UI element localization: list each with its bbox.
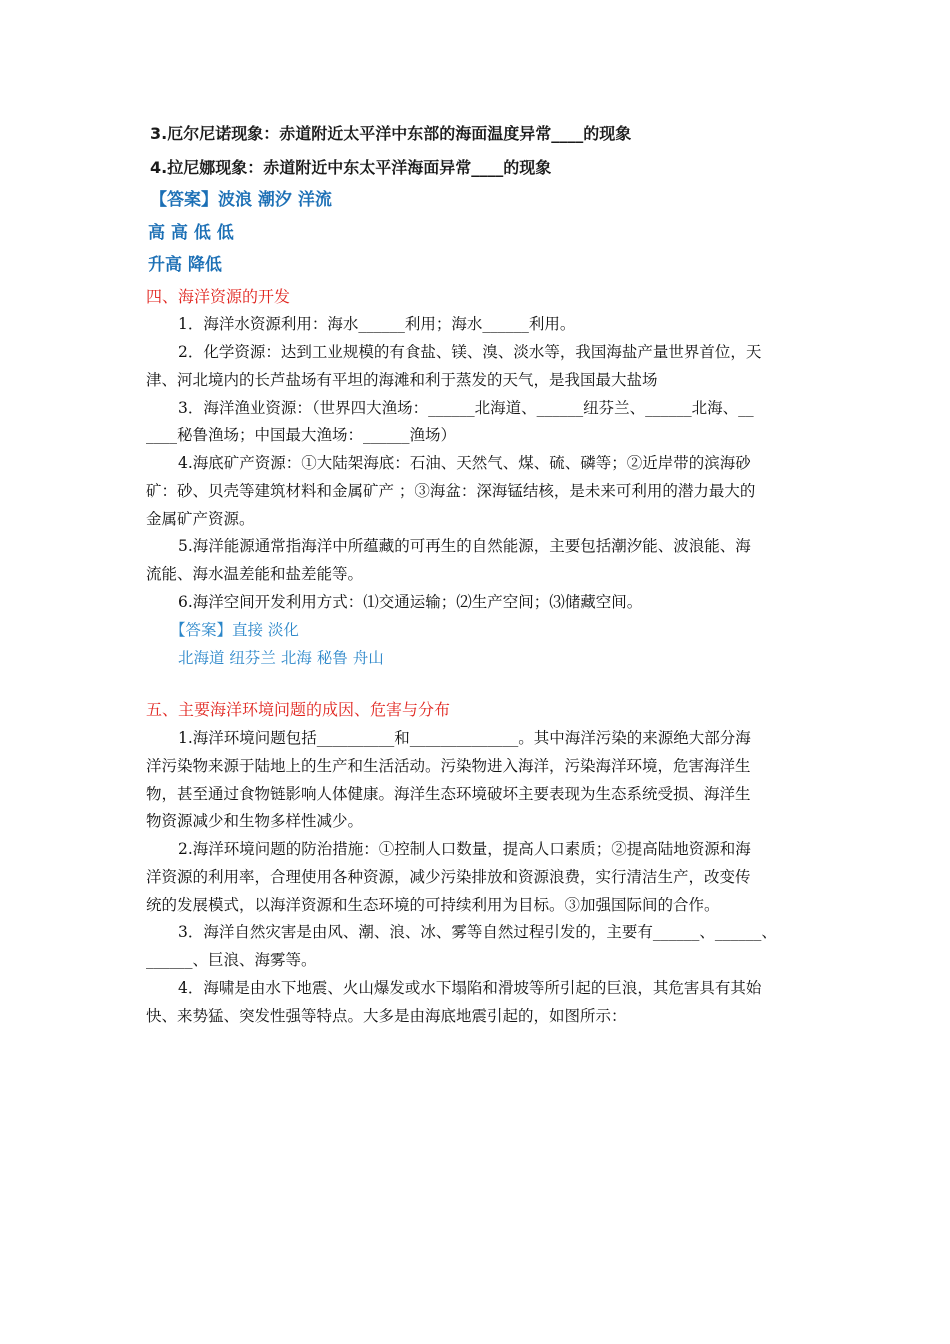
s5-paragraph-1-line-2: 洋污染物来源于陆地上的生产和生活活动。污染物进入海洋，污染海洋环境，危害海洋生 bbox=[146, 757, 751, 775]
s4-answer-line-1: 【答案】直接 淡化 bbox=[170, 621, 299, 639]
s4-paragraph-2-line-2: 津、河北境内的长芦盐场有平坦的海滩和利于蒸发的天气，是我国最大盐场 bbox=[146, 371, 658, 389]
item-la-nina: 4.拉尼娜现象：赤道附近中东太平洋海面异常____的现象 bbox=[150, 158, 552, 177]
section5-heading: 五、主要海洋环境问题的成因、危害与分布 bbox=[146, 700, 451, 719]
answer-line-1: 【答案】波浪 潮汐 洋流 bbox=[150, 190, 332, 210]
s4-paragraph-5-line-1: 5.海洋能源通常指海洋中所蕴藏的可再生的自然能源，主要包括潮汐能、波浪能、海 bbox=[178, 537, 751, 555]
s5-paragraph-4-line-2: 快、来势猛、突发性强等特点。大多是由海底地震引起的，如图所示： bbox=[146, 1007, 627, 1025]
section4-heading: 四、海洋资源的开发 bbox=[146, 287, 291, 306]
s5-paragraph-1-line-3: 物，甚至通过食物链影响人体健康。海洋生态环境破坏主要表现为生态系统受损、海洋生 bbox=[146, 785, 751, 803]
s5-paragraph-1-line-4: 物资源减少和生物多样性减少。 bbox=[146, 812, 364, 830]
s4-answer-line-2: 北海道 纽芬兰 北海 秘鲁 舟山 bbox=[178, 649, 384, 667]
s5-paragraph-4-line-1: 4．海啸是由水下地震、火山爆发或水下塌陷和滑坡等所引起的巨浪，其危害具有其始 bbox=[178, 979, 762, 997]
answer-line-2: 高 高 低 低 bbox=[148, 223, 234, 243]
s4-paragraph-4-line-3: 金属矿产资源。 bbox=[146, 510, 255, 528]
s4-paragraph-5-line-2: 流能、海水温差能和盐差能等。 bbox=[146, 565, 364, 583]
s5-paragraph-3-line-2: ______、巨浪、海雾等。 bbox=[146, 951, 317, 969]
s5-paragraph-3-line-1: 3．海洋自然灾害是由风、潮、浪、冰、雾等自然过程引发的，主要有______、______、 bbox=[178, 923, 777, 941]
s4-paragraph-4-line-1: 4.海底矿产资源：①大陆架海底：石油、天然气、煤、硫、磷等；②近岸带的滨海砂 bbox=[178, 454, 751, 472]
answer-line-3: 升高 降低 bbox=[148, 255, 222, 275]
s5-paragraph-2-line-3: 统的发展模式，以海洋资源和生态环境的可持续利用为目标。③加强国际间的合作。 bbox=[146, 896, 720, 914]
s4-paragraph-3-line-1: 3．海洋渔业资源：（世界四大渔场：______北海道、______纽芬兰、______北海、__ bbox=[178, 399, 754, 417]
s5-paragraph-1-line-1: 1.海洋环境问题包括__________和______________。其中海洋污染的来源绝大部分海 bbox=[178, 729, 751, 747]
s4-paragraph-2-line-1: 2．化学资源：达到工业规模的有食盐、镁、溴、淡水等，我国海盐产量世界首位，天 bbox=[178, 343, 762, 361]
s4-paragraph-1: 1．海洋水资源利用：海水______利用；海水______利用。 bbox=[178, 315, 576, 333]
item-el-nino: 3.厄尔尼诺现象：赤道附近太平洋中东部的海面温度异常____的现象 bbox=[150, 124, 632, 143]
s5-paragraph-2-line-1: 2.海洋环境问题的防治措施：①控制人口数量，提高人口素质；②提高陆地资源和海 bbox=[178, 840, 751, 858]
s5-paragraph-2-line-2: 洋资源的利用率，合理使用各种资源，减少污染排放和资源浪费，实行清洁生产，改变传 bbox=[146, 868, 751, 886]
s4-paragraph-3-line-2: ____秘鲁渔场；中国最大渔场：______渔场） bbox=[146, 426, 457, 444]
s4-paragraph-4-line-2: 矿：砂、贝壳等建筑材料和金属矿产 ；③海盆：深海锰结核，是未来可利用的潜力最大的 bbox=[146, 482, 756, 500]
s4-paragraph-6: 6.海洋空间开发利用方式：⑴交通运输；⑵生产空间；⑶储藏空间。 bbox=[178, 593, 643, 611]
